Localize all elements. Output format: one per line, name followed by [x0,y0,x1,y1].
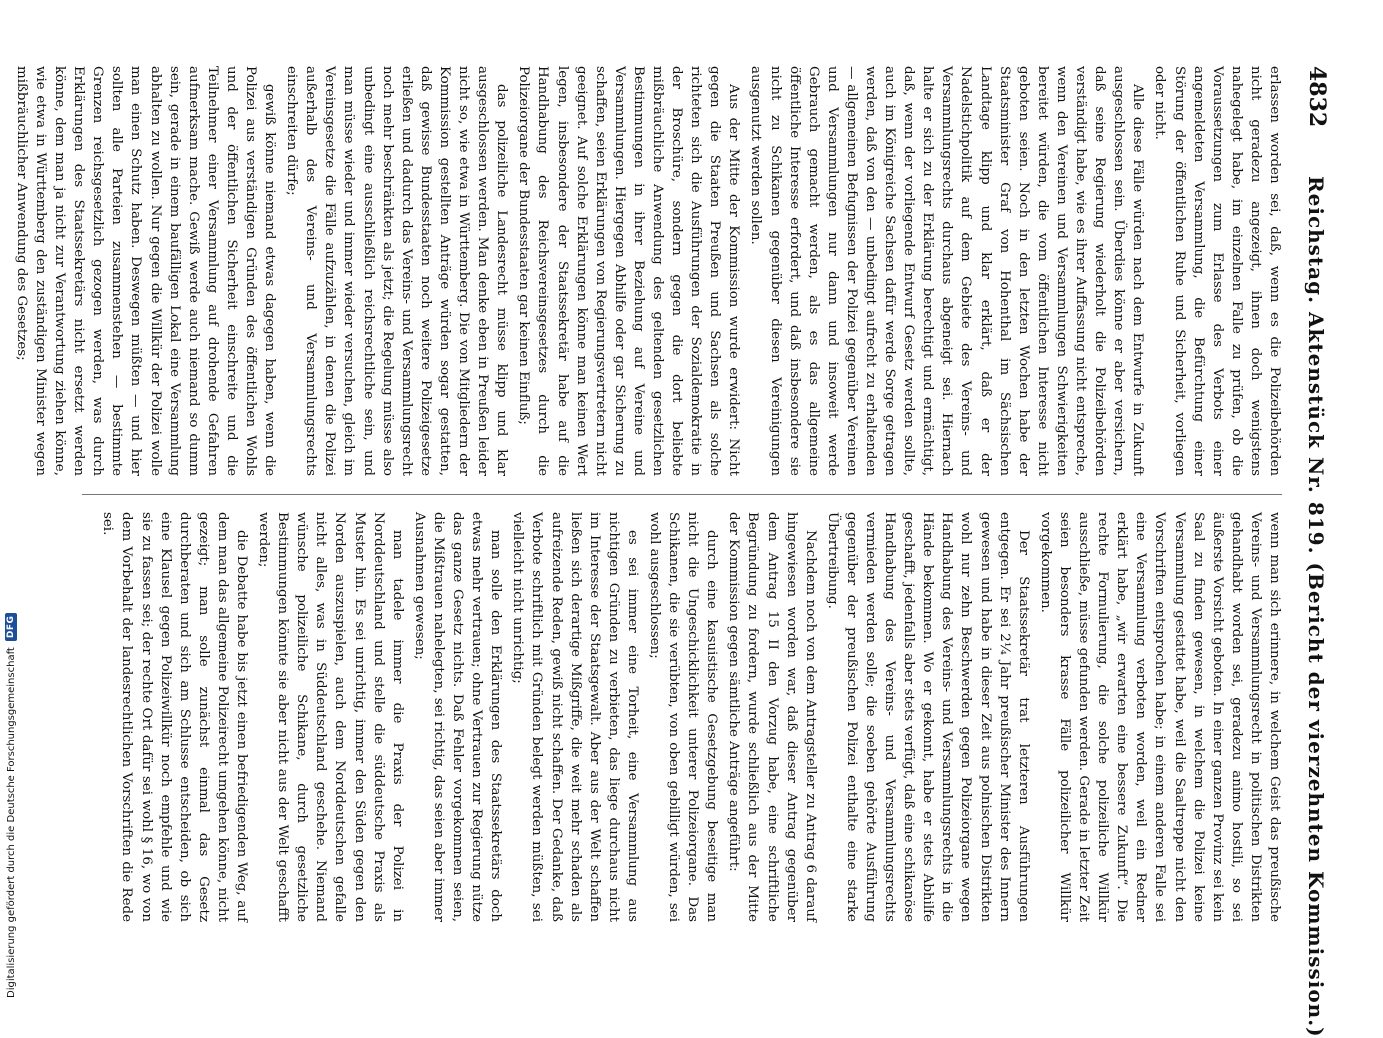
running-title: Reichstag. Aktenstück Nr. 819. (Bericht der vierzehnten Kommission.) [1304,176,1328,1038]
paragraph: es sei immer eine Torheit, eine Versammlung aus nichtigen Gründen zu verbieten, das liege durchaus nicht im Interesse der Staatsgewalt. Aber aus der Welt schaffen ließen sich derartige Mißgriffe, die weit mehr schaden als aufreizende Reden, gewiß nicht schaffen. Der Gedanke, daß Verbote schriftlich mit Gründen belegt werden müßten, sei vielleicht nicht unrichtig; [510,512,640,922]
paragraph: Der Staatssekretär trat letzteren Ausführungen entgegen. Er sei 2¼ Jahr preußischer Minister des Innern gewesen und habe in dieser Zeit aus polnischen Distrikten wohl nur zehn Beschwerden gegen Polizeiorgane wegen Handhabung des Vereins- und Versammlungsrechts in die Hände bekommen. Wo er gekonnt, habe er stets Abhilfe geschafft, jedenfalls aber stets verfügt, daß eine schikanöse Handhabung des Vereins- und Versammlungsrechts vermieden werden solle; die soeben gehörte Ausführung gegenüber der preußischen Polizei enthalte eine starke Übertreibung. [824,512,1031,922]
paragraph: man tadele immer die Praxis der Polizei in Norddeutschland und stelle die süddeutsche Praxis als Muster hin. Es sei unrichtig, immer den Süden gegen den Norden auszuspielen, auch dem Norddeutschen gefalle nicht alles, was in Süddeutschland geschehe. Niemand wünsche polizeiliche Schikane, durch gesetzliche Bestimmungen könnte sie aber nicht aus der Welt geschafft werden; [256,512,405,922]
page-header [1296,66,1330,1038]
paragraph: Nachdem noch von dem Antragsteller zu Antrag 6 darauf hingewiesen worden war, daß dieser Antrag gegenüber dem Antrag 15 II den Vorzug habe, eine schriftliche Begründung zu fordern, wurde schließlich aus der Mitte der Kommission gegen sämtliche Anträge angeführt: [726,512,818,922]
paragraph: wenn man sich erinnere, in welchem Geist das preußische Vereins- und Versammlungsrecht in politischen Distrikten gehandhabt worden sei, geradezu animo hostili, so sei äußerste Vorsicht geboten. In einer ganzen Provinz sei kein Saal zu finden gewesen, in welchem die Polizei keine Versammlung gestattet habe, weil die Saaltreppe nicht den Vorschriften entsprochen habe; in einem anderen Falle sei eine Versammlung verboten worden, weil ein Redner erklärt habe, „wir erwarten eine bessere Zukunft“. Die rechte Formulierung, die solche polizeiliche Willkür ausschließe, müsse gefunden werden. Gerade in letzter Zeit seien besonders krasse Fälle polizeilicher Willkür vorgekommen. [1037,512,1282,922]
digitization-credit [2,598,20,998]
paragraph: Alle diese Fälle würden nach dem Entwurfe in Zukunft ausgeschlossen sein. Überdies könne er aber versichern, daß seine Regierung wiederholt die Polizeibehörden verständigt habe, wie es ihrer Auffassung nicht entspreche, wenn den Vereinen und Versammlungen Schwierigkeiten bereitet würden, die vom öffentlichen Interesse nicht geboten seien. Noch in den letzten Wochen habe der Staatsminister Graf von Hohenthal im Sächsischen Landtage klipp und klar erklärt, daß er der Nadelstichpolitik auf dem Gebiete des Vereins- und Versammlungsrechts durchaus abgeneigt sei. Hiernach halte er sich zu der Erklärung berechtigt und ermächtigt, daß, wenn der vorliegende Entwurf Gesetz werden sollte, auch im Königreiche Sachsen dafür werde Sorge getragen werden, daß von den — unbedingt aufrecht zu erhaltenden — allgemeinen Befugnissen der Polizei gegenüber Vereinen und Versammlungen nur dann und insoweit werde Gebrauch gemacht werden, als es das allgemeine öffentliche Interesse erfordert, und daß insbesondere sie nicht zu Schikanen gegenüber diesen Vereinigungen ausgenutzt werden sollen. [748,66,1146,476]
paragraph: Aus der Mitte der Kommission wurde erwidert: Nicht gegen die Staaten Preußen und Sachsen als solche richteten sich die Ausführungen der Sozialdemokratie in der Broschüre, sondern gegen die dort beliebte mißbräuchliche Anwendung des geltenden gesetzlichen Bestimmungen in ihrer Beziehung auf Vereine und Versammlungen. Hiergegen Abhilfe oder gar Sicherung zu schaffen, seien Erklärungen von Regierungsvertretern nicht geeignet. Auf solche Erklärungen könne man keinen Wert legen, insbesondere der Staatssekretär habe auf die Handhabung des Reichsvereinsgesetzes durch die Polizeiorgane der Bundesstaaten gar keinen Einfluß; [516,66,742,477]
paragraph: gewiß könne niemand etwas dagegen haben, wenn die Polizei aus verständigen Gründen des öffentlichen Wohls und der öffentlichen Sicherheit einschreite und die Teilnehmer einer Versammlung auf drohende Gefahren aufmerksam mache. Gewiß werde auch niemand so dumm sein, gerade in einem baufälligen Lokal eine Versammlung abhalten zu wollen. Nur gegen die Willkür der Polizei wolle man einen Schutz haben. Deswegen müßten — und hier sollten alle Parteien zusammenstehen — bestimmte Grenzen reichsgesetzlich gezogen werden, was durch Erklärungen des Staatssekretärs nicht ersetzt werden könne, dem man ja nicht zur Verantwortung ziehen könne, wie etwa in Württemberg den zuständigen Minister wegen mißbräuchlicher Anwendung des Gesetzes; [13,66,278,476]
paragraph: man solle den Erklärungen des Staatssekretärs doch etwas mehr vertrauen; ohne Vertrauen zur Regierung nütze das ganze Gesetz nichts. Daß Fehler vorgekommen seien, die Mißtrauen nahelegten, sei richtig, das seien aber immer Ausnahmen gewesen; [411,512,504,922]
paragraph: erlassen worden sei, daß, wenn es die Polizeibehörden nicht geradezu angezeigt, ihnen doch wenigstens nahegelegt habe, im einzelnen Falle zu prüfen, ob die Voraussetzungen zum Erlasse des Verbots einer angemeldeten Versammlung, die Befürchtung einer Störung der öffentlichen Ruhe und Sicherheit, vorliegen oder nicht. [1152,66,1282,476]
paragraph: das polizeiliche Landesrecht müsse klipp und klar ausgeschlossen werden. Man denke eben in Preußen leider nicht so, wie etwa in Württemberg. Die von Mitgliedern der Kommission gestellten Anträge würden sogar gestatten, daß gewisse Bundesstaaten noch weitere Polizeigesetze erließen und dadurch das Vereins- und Versammlungsrecht noch mehr beschränkten als jetzt; die Regelung müsse also unbedingt eine ausschließlich reichsrechtliche sein, und man müsse wieder und immer wieder versuchen, gleich im Vereinsgesetze die Fälle aufzuzählen, in denen die Polizei außerhalb des Vereins- und Versammlungsrechts einschreiten dürfe; [284,66,510,476]
rotated-page [13,66,1330,1038]
left-column [13,66,1284,477]
right-column [74,512,1284,922]
credit-text: Digitalisierung gefördert durch die Deutsche Forschungsgemeinschaft [5,647,17,998]
column-divider [82,494,1282,495]
paragraph: die Debatte habe bis jetzt einen befriedigenden Weg, auf dem man das allgemeine Polizeirecht umgehen könne, nicht gezeigt; man solle zunächst einmal das Gesetz durchberaten und sich am Schlusse entscheiden, ob sich eine Klausel gegen Polizeiwillkür noch empfehle und wie sie zu fassen sei; der rechte Ort dafür sei wohl § 16, wo von dem Vorbehalt der landesrechtlichen Vorschriften die Rede sei. [100,512,250,922]
page-number: 4832 [1304,66,1330,128]
dfg-logo-icon: DFG [5,613,17,642]
paragraph: durch eine kasuistische Gesetzgebung beseitige man nicht die Ungeschicklichkeit unterer Polizeiorgane. Das Schikanen, die sie verübten, von oben gebilligt würden, sei wohl ausgeschlossen; [647,512,720,922]
